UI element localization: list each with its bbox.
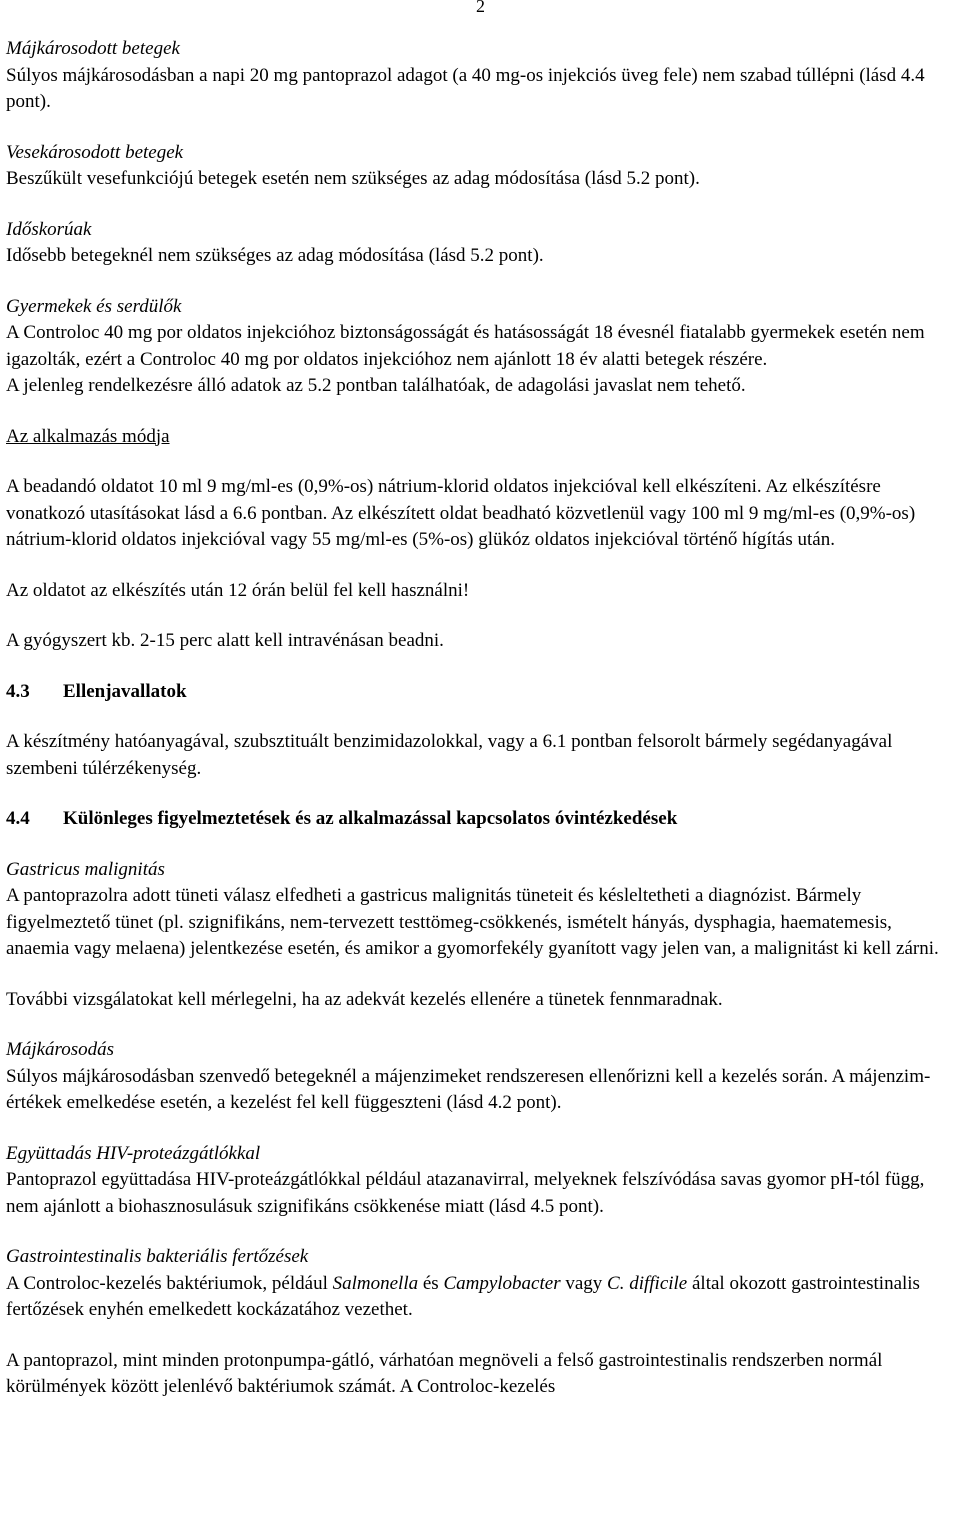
section-text-liver-impaired: Súlyos májkárosodásban a napi 20 mg pantoprazol adagot (a 40 mg-os injekciós üveg fele) nem szabad túllépni (lásd 4.4 pont). [6, 64, 925, 112]
section-text-children-2: A jelenleg rendelkezésre álló adatok az 5.2 pontban találhatóak, de adagolási javaslat nem tehető. [6, 375, 746, 396]
gi-text-part-1: A Controloc-kezelés baktériumok, például [6, 1272, 333, 1294]
heading-4-3-title: Ellenjavallatok [63, 680, 187, 702]
heading-4-4-number: 4.4 [6, 808, 30, 829]
heading-4-3 [6, 679, 954, 706]
gi-text-part-3: vagy [560, 1272, 608, 1294]
section-title-liver-impaired: Májkárosodott betegek [6, 38, 180, 59]
section-title-liver-damage: Májkárosodás [6, 1039, 115, 1060]
section-text-gastric-malignancy-2: További vizsgálatokat kell mérlegelni, ha az adekvát kezelés ellenére a tünetek fennmaradnak. [6, 988, 723, 1010]
section-title-children: Gyermekek és serdülők [6, 295, 182, 317]
section-text-children: A Controloc 40 mg por oldatos injekcióhoz biztonságosságát és hatásosságát 18 évesnél fiatalabb gyermekek esetén nem igazolták, ezért a Controloc 40 mg por oldatos injekcióhoz nem ajánlott 18 év alatti betegek részére. [6, 322, 925, 370]
section-title-gastric-malignancy: Gastricus malignitás [6, 858, 165, 880]
section-title-administration: Az alkalmazás módja [6, 425, 170, 447]
heading-4-4-title: Különleges figyelmeztetések és az alkalmazással kapcsolatos óvintézkedések [63, 808, 678, 829]
administration-paragraph-3: A gyógyszert kb. 2-15 perc alatt kell intravénásan beadni. [6, 630, 444, 651]
heading-4-4 [6, 806, 954, 833]
administration-paragraph-1: A beadandó oldatot 10 ml 9 mg/ml-es (0,9%-os) nátrium-klorid oldatos injekcióval kell elkészíteni. Az elkészítésre vonatkozó utasításokat lásd a 6.6 pontban. Az elkészített oldat beadható közvetlenül vagy 100 ml 9 mg/ml-es (0,9%-os) nátrium-klorid oldatos injekcióval vagy 55 mg/ml-es (5%-os) glükóz oldatos injekcióval történő hígítás után. [6, 476, 916, 550]
section-text-liver-damage: Súlyos májkárosodásban szenvedő betegeknél a májenzimeket rendszeresen ellenőrizni kell a kezelés során. A májenzim-értékek emelkedése esetén, a kezelést fel kell függeszteni (lásd 4.2 pont). [6, 1065, 931, 1113]
section-text-gastric-malignancy: A pantoprazolra adott tüneti válasz elfedheti a gastricus malignitás tüneteit és késleltetheti a diagnózist. Bármely figyelmeztető tünet (pl. szignifikáns, nem-tervezett testtömeg-csökkenés, ismételt hányás, dysphagia, haematemesis, anaemia vagy melaena) jelentkezése esetén, és amikor a gyomorfekély gyanított vagy jelen van, a malignitást ki kell zárni. [6, 885, 939, 959]
section-text-renal-impaired: Beszűkült vesefunkciójú betegek esetén nem szükséges az adag módosítása (lásd 5.2 pont). [6, 168, 700, 189]
document-body [6, 36, 954, 1401]
contraindications-text: A készítmény hatóanyagával, szubsztituált benzimidazolokkal, vagy a 6.1 pontban felsorolt bármely segédanyagával szembeni túlérzékenység. [6, 731, 893, 779]
gi-organism-salmonella: Salmonella [332, 1272, 419, 1294]
section-text-gi-infections [6, 1271, 954, 1324]
section-title-renal-impaired: Vesekárosodott betegek [6, 141, 184, 163]
section-title-elderly: Időskorúak [6, 218, 92, 240]
administration-paragraph-2: Az oldatot az elkészítés után 12 órán belül fel kell használni! [6, 579, 470, 601]
heading-4-3-number: 4.3 [6, 680, 30, 702]
section-text-gi-infections-2: A pantoprazol, mint minden protonpumpa-gátló, várhatóan megnöveli a felső gastrointestinalis rendszerben normál körülmények között jelenlévő baktériumok számát. A Controloc-kezelés [6, 1349, 883, 1397]
section-title-gi-infections: Gastrointestinalis bakteriális fertőzések [6, 1246, 309, 1267]
section-text-elderly: Idősebb betegeknél nem szükséges az adag módosítása (lásd 5.2 pont). [6, 245, 544, 266]
gi-text-part-4: által okozott gastrointestinalis fertőzések enyhén emelkedett kockázatához vezethet. [6, 1272, 920, 1320]
page-number: 2 [476, 0, 485, 16]
gi-organism-campylobacter: Campylobacter [443, 1272, 561, 1294]
section-title-hiv-protease: Együttadás HIV-proteázgátlókkal [6, 1142, 261, 1164]
gi-organism-c-difficile: C. difficile [607, 1272, 688, 1294]
gi-text-part-2: és [418, 1272, 444, 1294]
section-text-hiv-protease: Pantoprazol együttadása HIV-proteázgátlókkal például atazanavirral, melyeknek felszívódása savas gyomor pH-tól függ, nem ajánlott a biohasznosulásuk szignifikáns csökkenése miatt (lásd 4.5 pont). [6, 1169, 925, 1217]
